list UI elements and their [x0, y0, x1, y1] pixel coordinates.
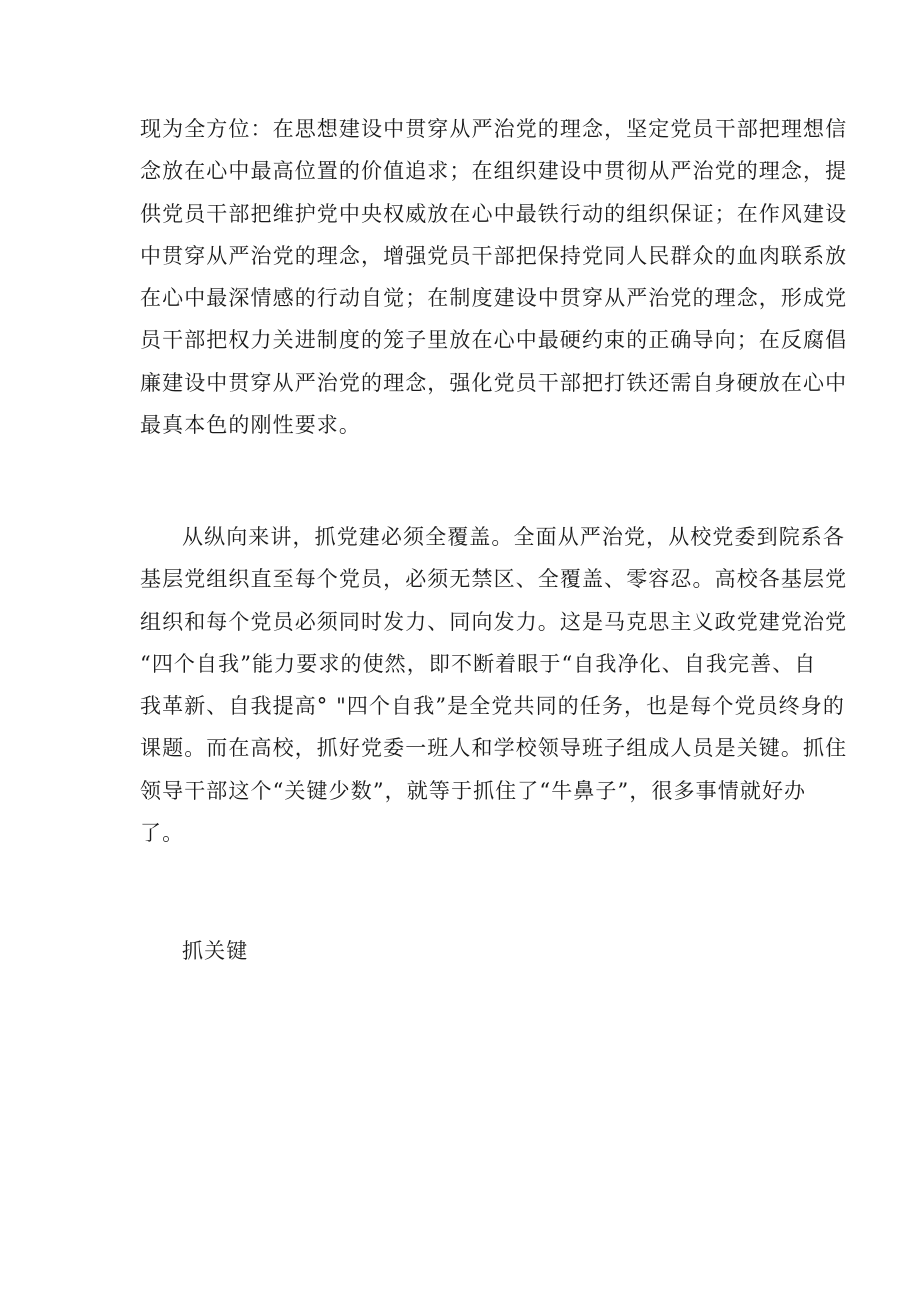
- section-heading: 抓关键: [182, 939, 249, 963]
- paragraph-line: 廉建设中贯穿从严治党的理念，强化党员干部把打铁还需自身硬放在心中: [140, 370, 848, 395]
- paragraph-line: 念放在心中最高位置的价值追求；在组织建设中贯彻从严治党的理念，提: [140, 159, 848, 184]
- paragraph-line: 在心中最深情感的行动自觉；在制度建设中贯穿从严治党的理念，形成党: [140, 286, 848, 311]
- paragraph-line: 领导干部这个“关键少数”，就等于抓住了“牛鼻子”，很多事情就好办: [140, 778, 807, 803]
- body-paragraph-2: [140, 516, 848, 854]
- paragraph-line: 从纵向来讲，抓党建必须全覆盖。全面从严治党，从校党委到院系各: [182, 525, 845, 549]
- paragraph-line: 了。: [140, 821, 185, 846]
- paragraph-line: 现为全方位：在思想建设中贯穿从严治党的理念，坚定党员干部把理想信: [140, 117, 848, 141]
- paragraph-line: 员干部把权力关进制度的笼子里放在心中最硬约束的正确导向；在反腐倡: [140, 328, 848, 353]
- paragraph-line: 组织和每个党员必须同时发力、同向发力。这是马克思主义政党建党治党: [140, 609, 848, 634]
- paragraph-line: 课题。而在高校，抓好党委一班人和学校领导班子组成人员是关键。抓住: [140, 736, 848, 761]
- body-paragraph-1: [140, 108, 848, 446]
- paragraph-line: “四个自我”能力要求的使然，即不断着眼于“自我净化、自我完善、自: [140, 651, 817, 676]
- paragraph-line: 基层党组织直至每个党员，必须无禁区、全覆盖、零容忍。高校各基层党: [140, 567, 848, 592]
- paragraph-line: 中贯穿从严治党的理念，增强党员干部把保持党同人民群众的血肉联系放: [140, 243, 848, 268]
- paragraph-line: 供党员干部把维护党中央权威放在心中最铁行动的组织保证；在作风建设: [140, 201, 848, 226]
- paragraph-line: 我革新、自我提高° "四个自我”是全党共同的任务，也是每个党员终身的: [140, 694, 845, 719]
- paragraph-line: 最真本色的刚性要求。: [140, 413, 361, 438]
